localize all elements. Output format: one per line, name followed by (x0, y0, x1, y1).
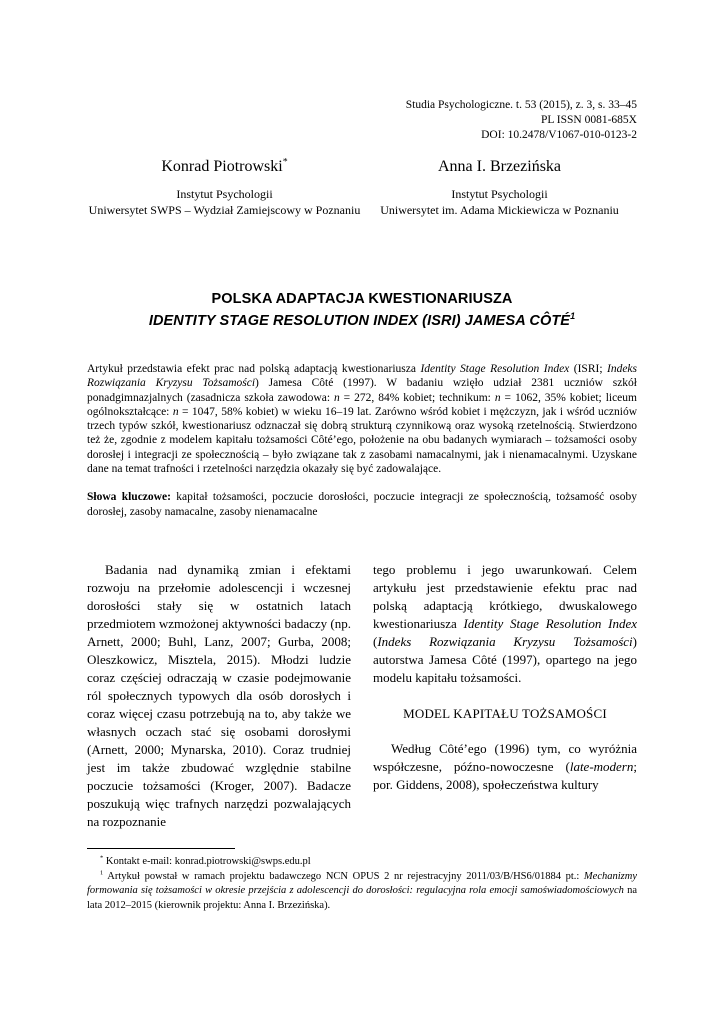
keywords-text: kapitał tożsamości, poczucie dorosłości, poczucie integracji ze społecznością, tożsamość osoby dorosłej, zasoby namacalne, zasoby nienamacalne (87, 491, 637, 518)
body-paragraph-2: tego problemu i jego uwarunkowań. Celem artykułu jest przedstawienie efektu prac nad polską adaptacją krótkiego, dwuskalowego kwestionariusza Identity Stage Resolution Index (Indeks Rozwiązania Kryzysu Tożsamości) autorstwa Jamesa Côté (1997), opartego na jego modelu kapitału tożsamości. (373, 561, 637, 685)
footnote-separator-rule (87, 848, 235, 849)
footnote-contact-mark: * (100, 854, 104, 862)
article-body (87, 561, 637, 831)
right-column (373, 561, 637, 831)
keywords-paragraph (87, 490, 637, 519)
title-line-2 (87, 310, 637, 332)
left-column (87, 561, 351, 831)
body-paragraph-1: Badania nad dynamiką zmian i efektami rozwoju na przełomie adolescencji i wczesnej dorosłości stały się w ostatnich latach przedmiotem wzmożonej aktywności badaczy (np. Arnett, 2000; Buhl, Lanz, 2007; Gurba, 2008; Oleszkowicz, Misztela, 2015). Młodzi ludzie coraz częściej odraczają w czasie podejmowanie ról społecznych typowych dla osób dorosłych i coraz więcej czasu potrzebują na to, aby także we własnych oczach stać się osobami dorosłymi (Arnett, 2000; Mynarska, 2010). Coraz trudniej jest im także zbudować względnie stabilne poczucie tożsamości (Kroger, 2007). Badacze poszukują więc trafnych narzędzi pozwalających na rozpoznanie (87, 561, 351, 829)
author-piotrowski-footnote-mark: * (282, 156, 288, 168)
footnote-project-text: Artykuł powstał w ramach projektu badawczego NCN OPUS 2 nr rejestracyjny 2011/03/B/HS6/01884 pt.: Mechanizmy formowania się tożsamości w okresie przejścia z adolescencji do dorosłości: regulacyjna rola emocji samoświadomościowych na lata 2012–2015 (kierownik projektu: Anna I. Brzezińska). (87, 870, 637, 911)
keywords-label: Słowa kluczowe: (87, 491, 171, 504)
author-piotrowski-university: Uniwersytet SWPS – Wydział Zamiejscowy w Poznaniu (88, 203, 361, 217)
footnote-project (87, 870, 637, 914)
author-piotrowski (87, 157, 362, 218)
footnotes-block (87, 848, 637, 913)
article-title (87, 288, 637, 332)
author-piotrowski-name (87, 157, 362, 177)
footnote-contact (87, 855, 637, 870)
publication-info-block (87, 98, 637, 143)
authors-block (87, 157, 637, 218)
doi-line: DOI: 10.2478/V1067-010-0123-2 (481, 129, 637, 141)
journal-citation: Studia Psychologiczne. t. 53 (2015), z. 3, s. 33–45 (405, 99, 637, 111)
body-paragraph-3: Według Côté’ego (1996) tym, co wyróżnia współczesne, późno-nowoczesne (late-modern; por. Giddens, 2008), społeczeństwa kultury (373, 740, 637, 792)
title-line-1: POLSKA ADAPTACJA KWESTIONARIUSZA (211, 291, 513, 307)
author-brzezinska-name-text: Anna I. Brzezińska (437, 158, 562, 175)
abstract-paragraph: Artykuł przedstawia efekt prac nad polską adaptacją kwestionariusza Identity Stage Resolution Index (ISRI; Indeks Rozwiązania Kryzysu Tożsamości) Jamesa Côté (1997). W badaniu wzięło udział 2381 uczniów szkół ponadgimnazjalnych (zasadnicza szkoła zawodowa: n = 272, 84% kobiet; technikum: n = 1062, 35% kobiet; liceum ogólnokształcące: n = 1047, 58% kobiet) w wieku 16–19 lat. Zarówno wśród kobiet i mężczyzn, jak i wśród uczniów trzech typów szkół, kwestionariusz odznaczał się dobrą strukturą czynnikową oraz wysoką rzetelnością. Stwierdzono też że, zgodnie z modelem kapitału tożsamości Côté’ego, położenie na obu badanych wymiarach – tożsamości osoby dorosłej i integracji ze społecznością – było związane tak z zasobami namacalnymi, jak i nienamacalnymi. Uzyskane dane na temat trafności i rzetelności narzędzia okazały się być zadowalające. (87, 363, 638, 476)
author-brzezinska-affiliation (362, 186, 637, 218)
author-brzezinska (362, 157, 637, 218)
author-brzezinska-university: Uniwersytet im. Adama Mickiewicza w Poznaniu (380, 203, 619, 217)
title-line-2-text: IDENTITY STAGE RESOLUTION INDEX (ISRI) JAMESA CÔTÉ (148, 313, 571, 329)
section-heading-model-kapitalu: MODEL KAPITAŁU TOŻSAMOŚCI (403, 705, 607, 721)
author-piotrowski-name-text: Konrad Piotrowski (161, 158, 283, 175)
author-piotrowski-affiliation (87, 186, 362, 218)
author-brzezinska-institute: Instytut Psychologii (451, 187, 548, 201)
author-piotrowski-institute: Instytut Psychologii (176, 187, 273, 201)
issn-line: PL ISSN 0081-685X (540, 114, 637, 126)
abstract-block (87, 362, 637, 519)
author-brzezinska-name (362, 157, 637, 177)
title-footnote-mark: 1 (570, 311, 576, 322)
footnote-project-mark: 1 (100, 869, 104, 876)
footnote-contact-text: Kontakt e-mail: konrad.piotrowski@swps.edu.pl (103, 856, 311, 867)
